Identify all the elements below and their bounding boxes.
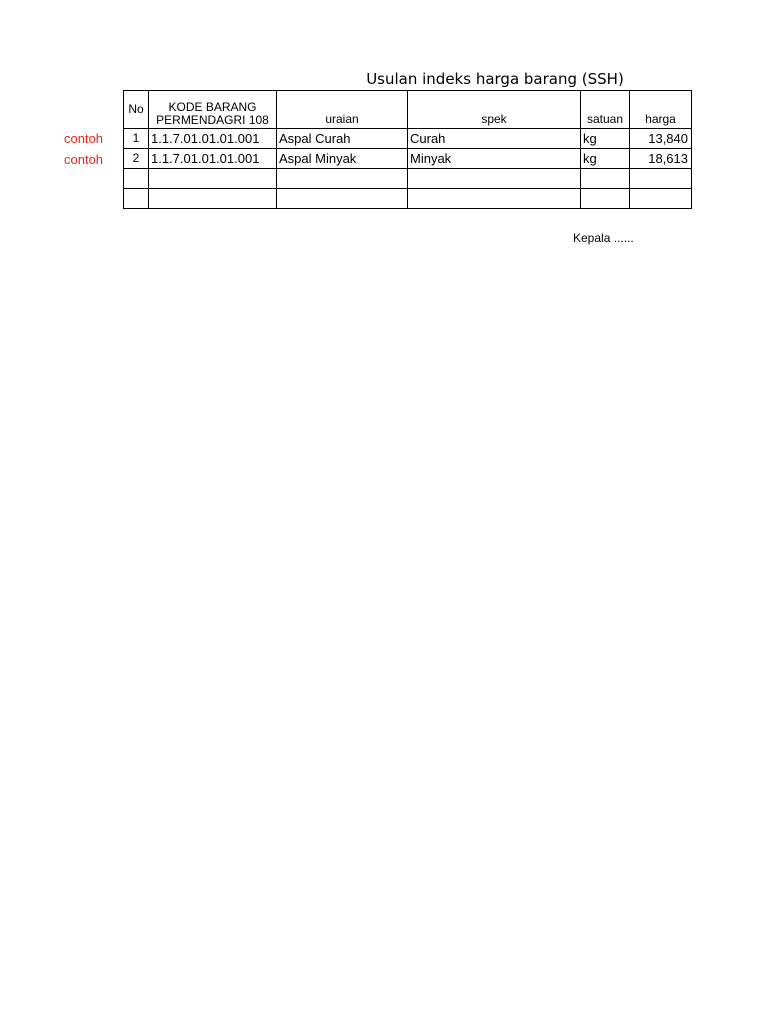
- header-uraian: uraian: [277, 91, 408, 129]
- cell-harga: [630, 169, 692, 189]
- header-spek: spek: [408, 91, 581, 129]
- cell-spek: [408, 169, 581, 189]
- header-no: No: [124, 91, 149, 129]
- cell-no: [124, 189, 149, 209]
- example-label: contoh: [64, 131, 104, 146]
- header-kode-barang: [149, 91, 277, 129]
- cell-harga: 18,613: [630, 149, 692, 169]
- cell-harga: [630, 189, 692, 209]
- header-harga: harga: [630, 91, 692, 129]
- price-index-table: [123, 90, 692, 209]
- cell-harga: 13,840: [630, 129, 692, 149]
- table-row: [124, 169, 692, 189]
- cell-satuan: [581, 189, 630, 209]
- cell-satuan: kg: [581, 129, 630, 149]
- table-row: [124, 129, 692, 149]
- header-kode-line2: PERMENDAGRI 108: [156, 113, 269, 127]
- header-satuan: satuan: [581, 91, 630, 129]
- cell-no: 2: [124, 149, 149, 169]
- cell-satuan: kg: [581, 149, 630, 169]
- cell-spek: Curah: [408, 129, 581, 149]
- cell-satuan: [581, 169, 630, 189]
- cell-kode: [149, 189, 277, 209]
- cell-kode: [149, 169, 277, 189]
- cell-no: [124, 169, 149, 189]
- cell-uraian: Aspal Curah: [277, 129, 408, 149]
- cell-spek: Minyak: [408, 149, 581, 169]
- cell-no: 1: [124, 129, 149, 149]
- document-title: Usulan indeks harga barang (SSH): [366, 70, 624, 88]
- table-row: [124, 149, 692, 169]
- cell-uraian: [277, 169, 408, 189]
- cell-spek: [408, 189, 581, 209]
- example-label: contoh: [64, 152, 104, 167]
- signoff-kepala: Kepala ......: [573, 231, 634, 245]
- cell-kode: 1.1.7.01.01.01.001: [149, 149, 277, 169]
- table-row: [124, 189, 692, 209]
- table-header-row: [124, 91, 692, 129]
- cell-kode: 1.1.7.01.01.01.001: [149, 129, 277, 149]
- cell-uraian: Aspal Minyak: [277, 149, 408, 169]
- header-kode-line1: KODE BARANG: [168, 100, 257, 114]
- cell-uraian: [277, 189, 408, 209]
